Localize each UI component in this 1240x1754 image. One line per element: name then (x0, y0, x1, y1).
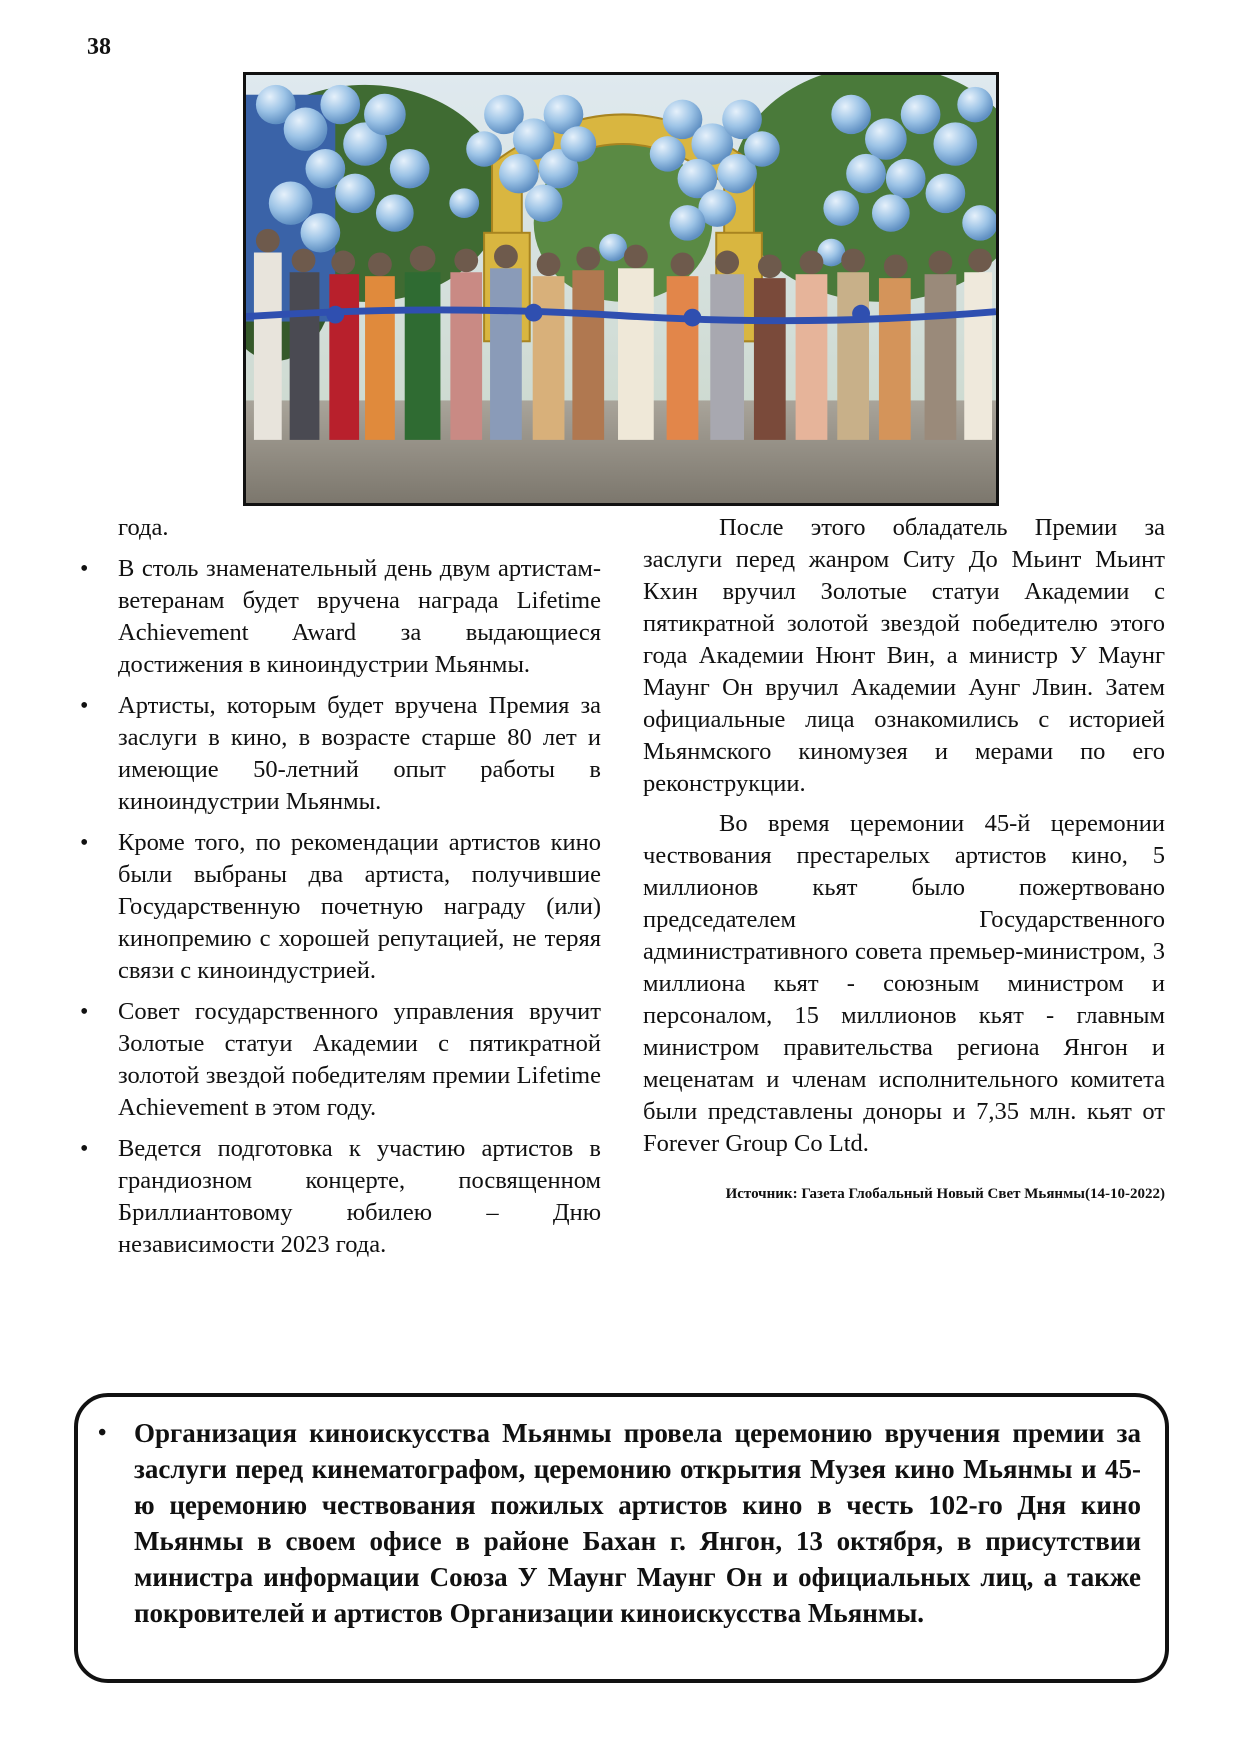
paragraph: Во время церемонии 45-й церемонии чествования престарелых артистов кино, 5 миллионов кьят было пожертвовано председателем Государственного административного совета премьер-министром, 3 миллиона кьят - союзным министром и персоналом, 15 миллионов кьят - главным министром правительства региона Янгон и меценатам и членам исполнительного комитета были представлены доноры и 7,35 млн. кьят от Forever Group Co Ltd. (643, 810, 1165, 1157)
page-number: 38 (87, 34, 111, 60)
list-item: • Артисты, которым будет вручена Премия за заслуги в кино, в возрасте старше 80 лет и имеющие 50-летний опыт работы в киноиндустрии Мьянмы. (78, 690, 601, 818)
list-item: • Ведется подготовка к участию артистов в грандиозном концерте, посвященном Бриллиантовому юбилею – Дню независимости 2023 года. (78, 1133, 601, 1261)
ribbon-cutting-photo (243, 72, 999, 506)
continuation-text: года. (118, 514, 169, 541)
list-item: • В столь знаменательный день двум артистам-ветеранам будет вручена награда Lifetime Achievement Award за выдающиеся достижения в киноиндустрии Мьянмы. (78, 553, 601, 681)
left-column (78, 512, 601, 1270)
bullet-icon: • (98, 1420, 107, 1446)
paragraph: После этого обладатель Премии за заслуги перед жанром Ситу До Мьинт Мьинт Кхин вручил Золотые статуи Академии с пятикратной золотой звездой победителю этого года Академии Нюнт Вин, а министр У Маунг Маунг Он вручил Академии Аунг Лвин. Затем официальные лица ознакомились с историей Мьянмского киномузея и мерами по его реконструкции. (643, 514, 1165, 797)
list-item: • Кроме того, по рекомендации артистов кино были выбраны два артиста, получившие Государственную почетную награду (или) кинопремию с хорошей репутацией, не теряя связи с киноиндустрией. (78, 827, 601, 987)
highlight-box (74, 1393, 1169, 1683)
list-item: • Совет государственного управления вручит Золотые статуи Академии с пятикратной золотой звездой победителям премии Lifetime Achievement в этом году. (78, 996, 601, 1124)
highlight-summary: Организация киноискусства Мьянмы провела церемонию вручения премии за заслуги перед кинематографом, церемонию открытия Музея кино Мьянмы и 45-ю церемонию чествования пожилых артистов кино в честь 102-го Дня кино Мьянмы в своем офисе в районе Бахан г. Янгон, 13 октября, в присутствии министра информации Союза У Маунг Маунг Он и официальных лиц, а также покровителей и артистов Организации киноискусства Мьянмы. (134, 1418, 1141, 1628)
ceremony-illustration (246, 75, 996, 503)
bullet-list (78, 553, 601, 1261)
highlight-text (98, 1415, 1141, 1631)
source-citation: Источник: Газета Глобальный Новый Свет Мьянмы(14-10-2022) (725, 1186, 1165, 1202)
right-column (643, 512, 1165, 1204)
